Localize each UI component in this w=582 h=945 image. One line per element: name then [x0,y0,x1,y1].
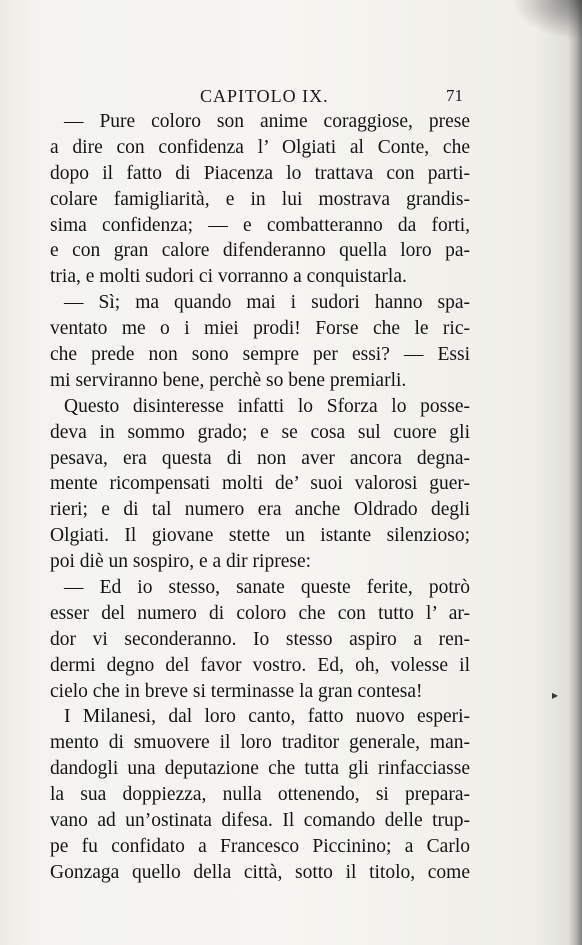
running-head [52,86,472,108]
text-line: mente ricompensati molti de’ suoi valorosi guer- [50,473,470,495]
text-line: la sua doppiezza, nulla ottenendo, si prepara- [50,784,470,806]
text-line: tria, e molti sudori ci vorranno a conquistarla. [50,266,407,288]
text-line: mento di smuovere il loro traditor generale, man- [50,732,470,754]
text-line: deva in sommo grado; e se cosa sul cuore gli [50,421,470,443]
text-line: poi diè un sospiro, e a dir riprese: [50,551,312,573]
text-line: pe fu confidato a Francesco Piccinino; a Carlo [50,835,470,857]
text-line: ventato me o i miei prodi! Forse che le ric- [50,318,470,340]
text-line: cielo che in breve si terminasse la gran contesa! [50,680,423,702]
text-line: pesava, era questa di non aver ancora degna- [50,447,470,469]
text-line: Gonzaga quello della città, sotto il titolo, come [50,861,470,883]
chapter-title: CAPITOLO IX. [200,86,329,106]
text-line: — Ed io stesso, sanate queste ferite, potrò [64,577,470,599]
text-line: dopo il fatto di Piacenza lo trattava con parti- [50,162,470,184]
text-line: a dire con confidenza l’ Olgiati al Conte, che [50,136,470,158]
page-corner-shadow [512,0,582,40]
text-line: Questo disinteresse infatti lo Sforza lo posse- [64,395,470,417]
page-edge-shadow [568,0,582,945]
text-line: Olgiati. Il giovane stette un istante silenzioso; [50,525,470,547]
text-line: esser del numero di coloro che con tutto l’ ar- [50,602,470,624]
text-line: e con gran calore difenderanno quella loro pa- [50,240,470,262]
text-line: sima confidenza; — e combatteranno da forti, [50,214,470,236]
text-line: vano ad un’ostinata difesa. Il comando delle trup- [50,810,470,832]
body-text [50,109,470,886]
text-line: I Milanesi, dal loro canto, fatto nuovo esperi- [64,706,470,728]
text-line: colare famigliarità, e in lui mostrava grandis- [50,188,470,210]
text-line: dermi degno del favor vostro. Ed, oh, volesse il [50,654,470,676]
text-line: — Sì; ma quando mai i sudori hanno spa- [64,292,470,314]
margin-mark: ▸ [552,688,559,702]
text-line: — Pure coloro son anime coraggiose, prese [64,111,470,132]
text-line: rieri; e di tal numero era anche Oldrado degli [50,499,470,521]
text-line: mi serviranno bene, perchè so bene premiarli. [50,369,407,391]
text-line: che prede non sono sempre per essi? — Essi [50,344,470,366]
page-number: 71 [446,86,463,105]
text-line: dandogli una deputazione che tutta gli rinfacciasse [50,758,470,780]
text-line: dor vi seconderanno. Io stesso aspiro a ren- [50,628,470,650]
